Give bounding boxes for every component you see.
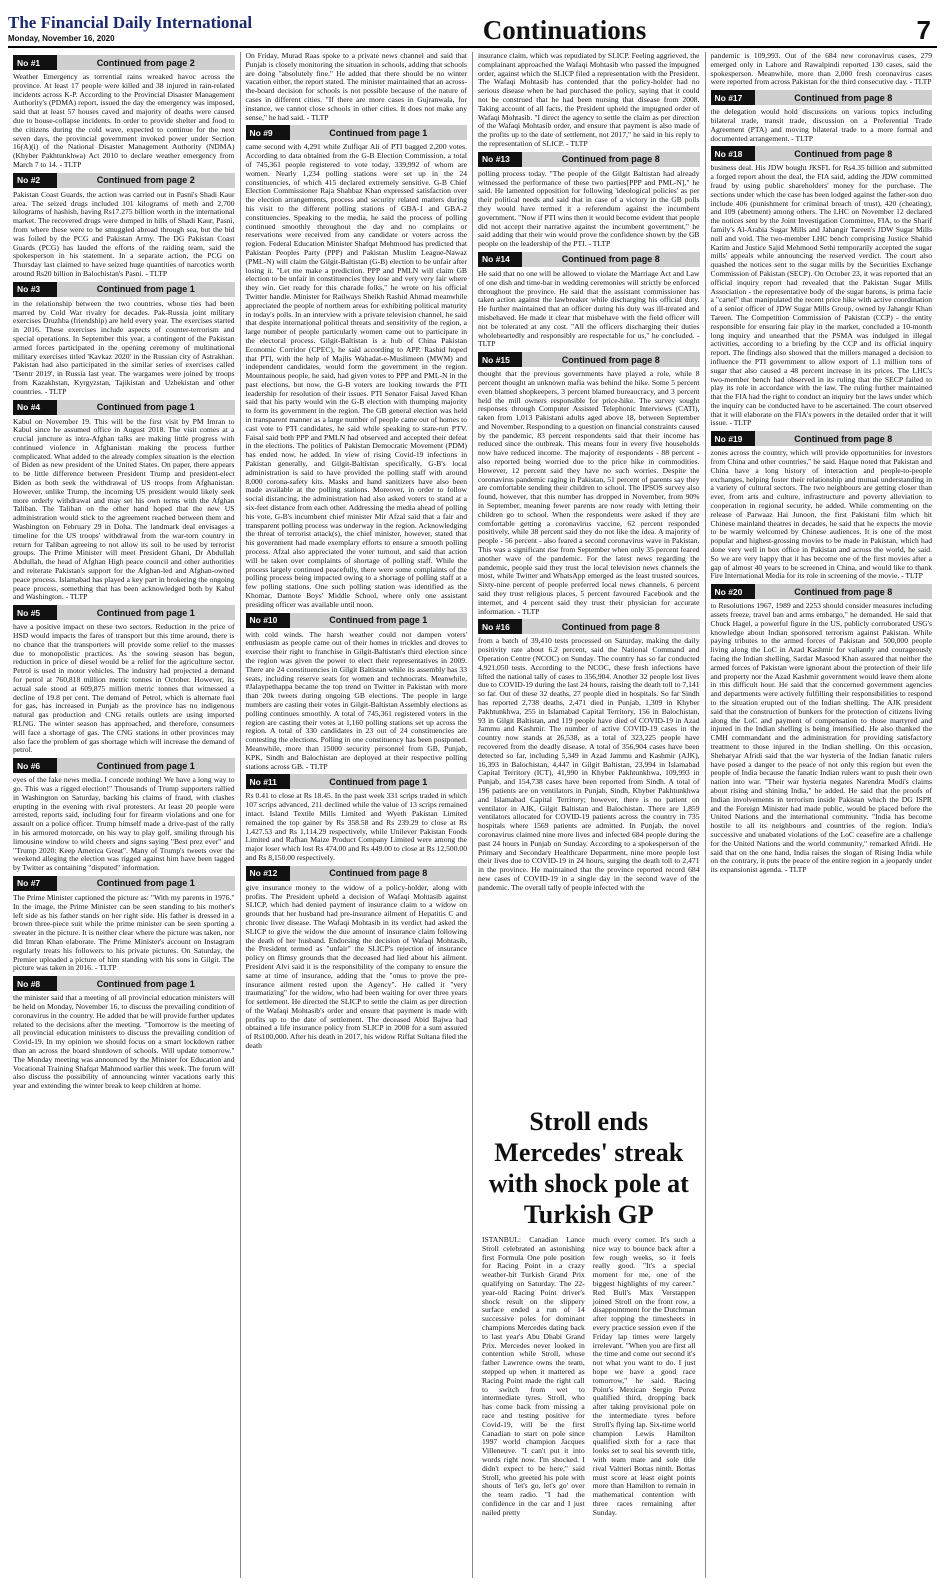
continuation-header xyxy=(711,90,933,105)
continuation-header xyxy=(13,55,235,70)
continuation-label xyxy=(57,282,235,297)
continued-from-text: Continued from page xyxy=(329,776,420,787)
continuation-number: No #10 xyxy=(246,613,290,628)
continued-from-text: Continued from page xyxy=(96,402,188,412)
continued-page-number: 8 xyxy=(654,354,660,365)
continuation-label xyxy=(755,431,933,446)
masthead xyxy=(8,0,937,48)
continuation-text: He said that no one will be allowed to violate the Marriage Act and Law of one dish and time-bar in wedding ceremonies will strictly be enforced throughout the province. He said that the assistant commissioner has taken action against the lawbreaker while discharging his official duty. He further maintained that an officer during his duty was ill-treated and misbehaved. He made it clear that misbehave with the field officer will not be tolerated at any cost. "All the officers discharging their duties wholeheartedly and responsibly are respectable for us," he concluded. - TLTP xyxy=(478,268,700,349)
continued-page-number: 8 xyxy=(654,254,660,265)
continuation-header xyxy=(478,252,700,267)
continuation-label xyxy=(290,125,468,140)
continuation-text: from a batch of 39,410 tests processed on Saturday, making the daily positivity rate about 6.2 percent, said the National Command and Operation Centre (NCOC) on Sunday. The country has so far conducted 4,921,050 tests. According to the NCOC, these fresh infections have lifted the national tally of cases to 356,904. Another 32 people lost lives due to COVID-19 during the last 24 hours, raising the death toll to 7,141 so far. Out of these 32 deaths, 27 people died in hospitals. So far Sindh has reported 2,738 deaths, 2,471 died in Punjab, 1,309 in Khyber Pakhtunkhwa, 255 in Islamabad Capital Territory, 156 in Balochistan, 93 in Gilgit Baltistan, and 119 people have died of COVID-19 in Azad Jammu and Kashmir. The number of active COVID-19 cases in the country now stands at 26,538, as a total of 323,225 people have recovered from the deadly disease. A total of 356,904 cases have been detected so far, including 5,349 in Azad Jammu and Kashmir (AJK), 16,393 in Balochistan, 4,447 in Gilgit Baltistan, 23,994 in Islamabad Capital Territory (ICT), 41,990 in Khyber Pakhtunkhwa, 109,993 in Punjab, and 154,738 cases have been reported from Sindh. A total of 196 patients are on ventilators in Punjab, Sindh, Khyber Pakhtunkhwa and Islamabad Capital Territory; however, there is no patient on ventilator in AJK, Gilgit Baltistan and Balochistan. There are 1,859 ventilators allocated for COVID-19 patients across the country in 735 hospitals where 1569 patients are admitted. In Punjab, the novel coronavirus claimed nine more lives and infected 684 people during the past 24 hours in Punjab on Sunday. According to a spokesperson of the Primary and Secondary Healthcare Department, nine more people lost their lives due to COVID-19 in 24 hours, surging the death toll to 2,471 in the province. He maintained that the province reported record 684 new cases of COVID-19 in a single day in the second wave of the pandemic. The overall tally of people infected with the xyxy=(478,636,700,892)
continuation-label xyxy=(290,613,468,628)
continued-from-text: Continued from page xyxy=(96,284,188,295)
continuation-header xyxy=(13,400,235,415)
columns xyxy=(8,52,937,1578)
continuation-label xyxy=(755,584,933,599)
continuation-label xyxy=(57,55,235,70)
feature-article xyxy=(478,1106,700,1521)
continuation-header xyxy=(246,125,468,140)
continuation-text: with cold winds. The harsh weather could not dampen voters' enthusiasm as people came out of their homes in trickles and droves to exercise their right to franchise in Gilgit-Baltistan's third election since the region was given the power to elect their representatives in 2009. There are 24 constituencies in Gilgit Baltistan while its assembly has 33 seats, including reserve seats for women and technocrats. Meanwhile, #Jalaypethappa became the top trend on Twitter in Pakistan with more than 20k tweets during ongoing GB elections. The people in large numbers are casting their votes in Gilgit-Baltistan Assembly elections as polling continues smoothly. A total of 745,361 registered voters in the region are casting their votes at 1,160 polling stations set up across the region. A total of 330 candidates in 23 out of 24 constituencies are contesting the elections. Polling in one constituency has been postponed. Meanwhile, more than 15000 security personnel from GB, Punjab, KPK, Sindh and Balochistan are deployed at their respective polling stations across GB. - TLTP xyxy=(245,629,467,771)
continuation-label xyxy=(522,252,700,267)
column-4 xyxy=(705,52,938,1578)
continuation-text: pandemic is 109,993. Out of the 684 new coronavirus cases, 279 emerged only in Lahore and Rawalpindi reported 130 cases, said the spokesperson. Meanwhile, more than 2,000 fresh coronavirus cases were reported from across Pakistan for the third consecutive day. - TLTP xyxy=(710,52,932,87)
feature-paragraph: ISTANBUL: Canadian Lance Stroll celebrated an astonishing first Formula One pole position for Racing Point in a crazy weather-hit Turkish Grand Prix qualifying on Saturday. The 22-year-old Racing Point driver's shock result on the slippery surface ended a run of 14 successive poles for dominant champions Mercedes dating back to last year's Abu Dhabi Grand Prix. Mercedes never looked in contention while Stroll, whose father Lawrence owns the team, stepped up when it mattered as Racing Point made the right call to switch from wet to intermediate tyres. Stroll, who has come back from missing a race and testing positive for Covid-19, will be the first Canadian to start on pole since 1997 world champion Jacques Villeneuve. "I can't put it into words right now. I'm shocked. I didn't expect to be here," said Stroll, who greeted his pole with shouts of 'let's go, let's go' over the team radio. "I had the confidence in the car and I just nailed pretty xyxy=(482,1235,585,1517)
continued-page-number: 2 xyxy=(189,175,195,186)
continuation-number: No #5 xyxy=(13,605,57,620)
continuation-text: came second with 4,291 while Zulfiqar Ali of PTI bagged 2,200 votes. According to data obtained from the G-B Election Commission, a total of 745,361 people registered to vote today, 339,992 of whom are women. Nearly 1,234 polling stations were set up in the 24 constituencies, of which 415 declared extremely sensitive. G-B Chief Election Commissioner Raja Shahbaz Khan expressed satisfaction over the election arrangements, process and security related matters during his visit to the different polling stations of GBA-1 and GBA-2 constituencies. Speaking to the media, he said the process of polling continued smoothly throughout the day and no complains or reservations were received from any candidate or voters across the region. Federal Education Minister Shafqat Mehmood has predicted that Pakistan Peoples Party (PPP) and Pakistan Muslim League-Nawaz (PML-N) will claim the Gilgit-Baltistan (G-B) election to be unfair after losing it. "Let me make a prediction. PPP and PMLN will claim GB election to be unfair in constituencies they lose and very very fair where they win. Get ready for this charade folks," he wrote on his official Twitter handle. Minister for Railways Sheikh Rashid Ahmad meanwhile appreciated the people of northern areas for exhibiting political maturity in today's polls. In an interview with a private television channel, he said that despite international political threats and sensitivity of the region, a large number of people particularly women came out to participate in the electoral process. Gilgit-Baltistan is a hub of China Pakistan Economic Corridor (CPEC), he said according to APP. Rashid hoped that PTI, with the help of Majlis Wahadat-e-Muslimeen (MWM) and independent candidates, would form the government in the region. Mountainous people, he said, had given votes to PPP and PML-N in the past elections, but now, the G-B voters are looking towards the PTI leadership for resolution of their issues. PTI Senator Faisal Javed Khan said that his party would win the G-B election with thumping majority to form its government in the region. The GB general election was held in transparent manner as a large number of people came out of homes to cast vote to PTI candidates, he said while speaking to state-run PTV. Faisal said both PPP and PMLN had observed and accepted their defeat in the elections. The politics of Pakistan Democratic Movement (PDM) has ended now, he added. In view of rising Covid-19 infections in Pakistan generally, and Gilgit-Baltistan specifically, G-B's local administration is said to have provided the polling staff with around 8,000 corona-safety kits. Masks and hand sanitizers have also been made available at the polling stations. Moreover, in order to follow social distancing, the administration had also asked voters to stand at a six-feet distance from each other. Addressing the media ahead of polling his vote, G-B's incumbent chief minister Mir Afzal said that a fair and transparent polling process was underway in the region. Acknowledging the threat of terrorist attack(s), the chief minister, however, stated that his government had made exemplary efforts to ensure a smooth polling process. Afzal also appreciated the voter turnout, and said that action will be taken over complaints of shortage of polling staff. While the process largely continued peacefully, there were some complaints of the polling process being impacted owing to a shortage of polling staff at a few polling stations. One such polling station was identified as the Khomar, Damote Boys' Middle School, where only one assistant presiding officer was available until noon. xyxy=(245,142,467,609)
continued-page-number: 8 xyxy=(422,868,428,879)
continuation-number: No #12 xyxy=(246,866,290,881)
continuation-header xyxy=(13,605,235,620)
continuation-number: No #2 xyxy=(13,173,57,188)
continuation-text: Kabul on November 19. This will be the first visit by PM Imran to Kabul since he assumed office in August 2018. The visit comes at a crucial juncture as intra-Afghan talks are making little progress with continued violence in Afghanistan making the process further complicated. What added to the already complex situation is the election of Biden as new president of the United States. On paper, there appears to be little difference between President Trump and president-elect Biden as both seek the withdrawal of US troops from Afghanistan. However, unlike Trump, the incoming US president would likely seek more orderly withdrawal and may set his own terms with the Afghan Taliban. The Taliban on the other hand hoped that the new US administration would stick to the agreement reached between them and Washington on February 29 in Doha. The landmark deal envisages a timeline for the US troops' withdrawal from the war-torn country in return for Taliban agreeing to not allow its soil to be used by terrorist groups. The Prime Minister will meet President Ghani, Dr Abdullah Abdullah, the head of Afghan High peace council and other authorities and reiterate Pakistan's support for the Afghan-led and Afghan-owned peace process. Islamabad has played a key part in brokering the ongoing peace process, something that has been acknowledged both by Kabul and Washington. - TLTP xyxy=(13,416,235,602)
continued-page-number: 1 xyxy=(189,978,195,989)
continuation-header xyxy=(478,619,700,634)
feature-headline: Stroll ends Mercedes' streak with shock pole at Turkish GP xyxy=(488,1107,689,1229)
continuation-number: No #1 xyxy=(13,55,57,70)
issue-date: Monday, November 16, 2020 xyxy=(8,34,115,43)
continued-from-text: Continued from page xyxy=(329,868,420,879)
continued-from-text: Continued from page xyxy=(329,127,420,138)
continued-page-number: 1 xyxy=(189,402,195,412)
continuation-label xyxy=(57,173,235,188)
continuation-header xyxy=(246,613,468,628)
continuation-label xyxy=(290,866,468,881)
continuation-header xyxy=(13,282,235,297)
continuation-header xyxy=(478,152,700,167)
continuation-text: in the relationship between the two countries, whose ties had been marred by Cold War rivalry for decades. Pak-Russia joint military exercises Druzhba (friendship) are held every year. The exercises started in 2016. These exercises include aspects of counter-terrorism and special operations. In September this year, a contingent of the Pakistan armed forces participated in the opening ceremony of multinational military exercises titled 'Kavkaz 2020' in the Russian city of Astrakhan. Pakistan had also participated in the similar series of exercises called 'Tsentr 2019', in Russia last year. The wargames were joined by troops from Kazakhstan, Kyrgyzstan, Tajikistan and Uzbekistan and other countries. - TLTP xyxy=(13,298,235,396)
continuation-text: thought that the previous governments have played a role, while 8 percent thought an unknown mafia was behind the hike. Some 5 percent even blamed shopkeepers, 3 percent blamed bureaucracy, and 3 percent held the mill owners responsible for price-hike. The survey sought responses through Computer Assisted Telephonic Interviews (CATI), taken from 1,013 Pakistani adults aged above 18, between September and November. Responding to a question on financial constraints caused by the pandemic, 83 percent respondents said that their income has reduced since the outbreak. This means four in every five households now have reduced income. The majority of respondents - 88 percent - also reported being worried due to the price hike in commodities. However, 12 percent said they have no such worries. Despite the coronavirus pandemic raging in Pakistan, 51 percent of parents say they are comfortable sending their children to school. The IPSOS survey also found, however, that this number has dropped in November, from 90% in September, meaning fewer parents are now ready with letting their children go to school. When the respondents were asked if they are comfortable getting a coronavirus vaccine, 62 percent responded positively, while 38 percent said they do not like the idea. A majority of people - 56 percent - also feared a second coronavirus wave in Pakistan. This was a significant rise from September when only 35 percent feared another wave of the pandemic. For the latest news regarding the pandemic, people said they trust the local television news channels the most, while Twitter and WhatsApp emerged as the least trusted sources. Sixty-nine percent of people preferred local news channels, 6 percent said they trust religious places, 5 percent favoured Facebook and the internet, and 4 percent said they trust their physician for accurate information. - TLTP xyxy=(478,369,700,616)
continued-page-number: 1 xyxy=(422,127,428,138)
continuation-number: No #9 xyxy=(246,125,290,140)
continued-from-text: Continued from page xyxy=(561,621,653,632)
continuation-header xyxy=(13,876,235,891)
continuation-number: No #20 xyxy=(711,584,755,599)
column-2 xyxy=(240,52,473,1578)
continuation-number: No #15 xyxy=(478,352,522,367)
continuation-text: Pakistan Coast Guards, the action was carried out in Pasni's Shadi Kaur area. The seized drugs included 101 kilograms of meth and 2,700 kilograms of hashish, having Rs17.275 billion worth in the international market. The recovered drugs were dumped in hills of Shadi Kaur, Pasni, from where these were to be smuggled abroad through sea, but the bid was foiled by the PCG and Pakistan Army. The DG Pakistan Coast Guards (PCG) has lauded the efforts of the raiding team, said the spokesperson in his statement. In a separate action, the PCG on Thursday last claimed to have seized huge quantities of narcotics worth around Rs20 billion in Balochistan's Pasni. - TLTP xyxy=(13,189,235,278)
continuation-label xyxy=(755,146,933,161)
continued-page-number: 8 xyxy=(887,433,893,444)
continued-from-text: Continued from page xyxy=(329,615,420,626)
continuation-header xyxy=(13,758,235,773)
continued-page-number: 8 xyxy=(887,92,893,103)
column-3-body xyxy=(478,52,700,1102)
continuation-number: No #7 xyxy=(13,876,57,891)
continuation-text: give insurance money to the widow of a policy-holder, along with profits. The President upheld a decision of Wafaqi Mohtasib against SLICP, which had denied payment of insurance claim to a widow on grounds that her husband had pre-insurance ailment of Hepatitis C and chronic liver disease. The Wafaqi Mohtasib in its verdict had asked the SLICP to give the widow the due amount of insurance claim following the death of her husband. Endorsing the decision of Wafaqi Mohtasib, the President termed as "unfair" the SLICP's rejection of insurance policy on flimsy grounds that the deceased had lied about his ailment. President Alvi said it is the responsibility of the company to ensure the same at time of insurance, adding that the "onus to prove the pre-insurance ailment rested upon the Agency". He called it "very traumatizing" for the widow, who had been waiting for over three years for settlement. He directed the SLICP to settle the claim as per direction of the Wafaqi Mohtasib's order and ensure that payment is made with profits up to the date of settlement. The deceased Abid Bajwa had obtained a life insurance policy from SLICP in 2008 for a sum assured of Rs100,000. After his death in 2017, his widow Riffat Sultana filed the death xyxy=(245,882,467,1051)
continuation-header xyxy=(13,173,235,188)
continued-from-text: Continued from page xyxy=(794,433,885,444)
continuation-label xyxy=(522,152,700,167)
continued-from-text: Continued from page xyxy=(96,175,188,186)
continuation-number: No #19 xyxy=(711,431,755,446)
continuation-text: insurance claim, which was repudiated by SLICP. Feeling aggrieved, the complainant approached the Wafaqi Mohtasib who passed the impugned order, against which the SLICP filed a representation with the President. The Wafaqi Mohtasib has contended that the policy-holder had no serious disease when he had purchased the policy, saying that it could not be construed that he had been nursing that disease from 2008. Taking account of all facts, the President upheld the impugned order of Wafaqi Mohtasib. "I direct the agency to settle the claim as per direction of the Wafaqi Mohtasib order, and ensure that payment is also made of the profits up to the date of settlement, not 2017," he said in his reply to the representation of SLICP. - TLTP xyxy=(478,52,700,148)
continued-page-number: 8 xyxy=(887,586,893,597)
continuation-header xyxy=(711,146,933,161)
continued-from-text: Continued from page xyxy=(561,154,653,165)
continuation-number: No #13 xyxy=(478,152,522,167)
continued-page-number: 1 xyxy=(189,760,195,771)
continued-from-text: Continued from page xyxy=(794,148,885,159)
continued-from-text: Continued from page xyxy=(794,586,885,597)
continuation-number: No #16 xyxy=(478,619,522,634)
masthead-left xyxy=(8,13,253,46)
page-number: 7 xyxy=(916,15,931,45)
continuation-text: the delegation would hold discussions on various topics including bilateral trade, transit trade, discussion on a Preferential Trade Agreement (PTA) and moving bilateral trade to a more formal and documented arrangement. - TLTP xyxy=(710,107,932,143)
continuation-number: No #8 xyxy=(13,976,57,991)
continued-from-text: Continued from page xyxy=(561,354,653,365)
continued-from-text: Continued from page xyxy=(794,92,885,103)
continuation-header xyxy=(478,352,700,367)
continuation-text: Rs 0.41 to close at Rs 18.45. In the past week 331 scrips traded in which 107 scrips advanced, 211 declined while the value of 13 scrips remained intact. Island Textile Mills Limited and Wyeth Pakistan Limited remained the top gainer by Rs 358.58 and Rs 239.29 to close at Rs 1,427.53 and Rs 1,114.29 respectively, while Unilever Pakistan Foods Limited and Rafhan Maize Product Company Limited were among the major loser which lost Rs 474.00 and Rs 449.00 to close at Rs 12,500.00 and Rs 8,150.00 respectively. xyxy=(245,791,467,862)
continuation-number: No #6 xyxy=(13,758,57,773)
continued-page-number: 1 xyxy=(189,878,195,889)
continuation-text: business deal. His JDW bought JKSFL for Rs4.35 billion and submitted a forged report about the deal, the FIA said, adding the JDW committed fraud by using public shareholders' money for the purchase. The sections under which the case has been lodged against the father-son duo include 406 (punishment for criminal breach of trust), 420 (cheating), and 109 (abetment) among others. The LHC on November 12 declared the notices sent by the Joint Investigation Committee, FIA, to the Sharif family's Al-Arabia Sugar Mills and Jahangir Tareen's JDW Sugar Mills null and void. The two-member LHC bench comprising Justice Shahid Karim and Justice Sajid Mehmood Sethi temporarily accepted the sugar mills' appeals while announcing the reserved verdict. The court also quashed the notices sent to the sugar mills by the Securities Exchange Commission of Pakistan (SECP). On October 23, it was reported that an official inquiry report had revealed that the Pakistan Sugar Mills Association - the representative body of the sugar barons, is prima facie a "cartel" that manipulated the recent price hike with active coordination of a senior officer of JDW Sugar Mills Group, owned by Jahangir Khan Tareen. The Competition Commission of Pakistan (CCP) - the entity responsible for ensuring fair play in the market, concluded a 10-month long inquiry and unearthed that the PSMA was indulged in illegal activities, according to a briefing by the CCP and its official inquiry report. The findings also showed that the millers managed a decision to influence the PTI government to allow export of 1.1 million tons of sugar that also caused a 48 percent increase in its prices. The LHC's two-member bench had observed in its ruling that the SECP failed to play its role in accordance with the law. The ruling further maintained that the FIA had the right to conduct an inquiry but the laws under which the inquiry can be conducted have to be ascertained. The court observed that it will elaborate on the FIA's powers in the detailed order that it will issue. - TLTP xyxy=(710,163,932,428)
continuation-text: eyes of the fake news media. I concede nothing! We have a long way to go. This was a rigged election!" Thousands of Trump supporters rallied in Washington on Saturday, backing his claims of fraud, with clashes erupting in the evening with rival protesters. At least 20 people were arrested, reports said, including four for firearm violations and one for assault on a police officer. Trump himself made a drive-past of the rally in his armored motorcade, on his way to play golf, smiling through his limousine window to wild cheers and signs saying "Best prez ever" and "Trump 2020: Keep America Great". Many of Trump's tweets over the weekend alleging the election was rigged against him have been tagged by Twitter as containing "disputed" information. xyxy=(13,775,235,873)
continuation-text: the minister said that a meeting of all provincial education ministers will be held on Monday, November 16, to discuss the prevailing condition of coronavirus in the country. He added that he will provide further updates related to the decisions after the meeting. "Tomorrow is the meeting of all provincial education ministers to discuss the prevailing condition of Covid-19. In my opinion we should focus on a smart lockdown rather than an across the board shutdown of schools. Will update tomorrow." The Monday meeting was announced by the Minister for Education and Vocational Training Shafqat Mahmood earlier this week. The forum will also discuss the possibility of announcing winter vacations early this year and extending the winter break to keep children at home. xyxy=(13,993,235,1091)
continuation-text: to Resolutions 1967, 1989 and 2253 should consider measures including assets freeze, travel ban and arms embargo," he demanded. He said that Chuck Hagel, a powerful figure in the US, publicly corroborated USG's knowledge about Indian sponsored terrorism against Pakistan. While paying tributes to the armed forces of Pakistan and 500,000 people living along the LoC in Azad Kashmir for valiantly and courageously facing the Indian shelling, Sardar Masood Khan assured that neither the armed forces of Pakistan were ignorant about the protection of their life and property nor the Azad Kashmir government would leave them alone in this difficult hour. He said that the concerned government agencies and departments were actively fulfilling their responsibilities to respond to the situation erupted out of the Indian shelling. The AJK president said that the construction of bunkers for the protection of citizens living along the LoC and payment of compensation to those martyred and injured in the Indian shelling is being intensified. He also thanked the CMH commandant and the administration for providing satisfactory treatment to those injured in the Indian shelling. On this occasion, Sheharyar Afridi said that the war hysteria of the Indian fanatic rulers have posed a danger to the peace of not only this region but even the people of India because the fanatic Indian rulers want to push their own nation into war. "Their war hysteria negates Narendra Modi's claims about rising and shining India," he added. He said that the proofs of Indian involvements in terrorism inside Pakistan which the DG ISPR and the Foreign Minister had made public, would be placed before the United Nations and the international community. "India has become hostile to all its neighbours and countries of the region. India's successive and unabated violations of the LoC ceasefire are a challenge for the United Nations and the world community," remarked Afridi. He said that on the one hand, India raises the slogan of Rising India while on the contrary, it puts the peace of the entire region in a jeopardy under its expansionist agenda. - TLTP xyxy=(710,601,932,875)
continuation-label xyxy=(57,605,235,620)
continued-page-number: 1 xyxy=(189,284,195,295)
continuation-header xyxy=(711,584,933,599)
paper-name: The Financial Daily International xyxy=(8,13,253,32)
continuation-label xyxy=(522,352,700,367)
continued-from-text: Continued from page xyxy=(96,607,188,618)
continued-page-number: 1 xyxy=(422,615,428,626)
continued-from-text: Continued from page xyxy=(96,760,188,771)
continuation-text: zones across the country, which will provide opportunities for investors from China and other countries," he said. Haque noted that Pakistan and China have a long history of interaction and people-to-people exchanges, helping foster their relationship and mutual understanding in a variety of cultural sectors. The two neighbours are getting closer than ever, from arts and culture, infrastructure and poverty alleviation to cooperation in regional security, he added. While commenting on the release of Parwaaz Hai Junoon, the first Pakistani film which hit Chinese mainland theatres in decades, he said that he expects the movie to be warmly welcomed by Chinese audiences. It is one of the most popular and highest-grossing movies to be made in Pakistan, which had done very well in box office in Pakistan and across the world, he said. So we are very happy that it has become one of the first movies after a gap of almost 40 years to be screened in China, and would like to thank Fire International Media for its role in screening of the movie. - TLTP xyxy=(710,448,932,581)
continuation-number: No #14 xyxy=(478,252,522,267)
continuation-number: No #4 xyxy=(13,400,57,415)
continuation-label xyxy=(290,774,468,789)
continued-page-number: 2 xyxy=(189,57,195,68)
continuation-label xyxy=(57,976,235,991)
continuation-header xyxy=(246,774,468,789)
continuation-text: polling process today. "The people of the Gilgit Baltistan had already witnessed the performance of these two parties[PPP and PML-N]," he said. He lamented opposition for following 'ideological policies' as per their political needs and said that in case of a victory in the GB polls they would have termed it a referendum against the incumbent government. "Now if PTI wins then it would become evident that people did not accept their narrative against the incumbent government," he said adding that their win would prove the confidence shown by the GB people on the leadership of the PTI. - TLTP xyxy=(478,168,700,249)
continuation-label xyxy=(57,400,235,415)
continued-page-number: 8 xyxy=(654,154,660,165)
continuation-header xyxy=(711,431,933,446)
continued-from-text: Continued from page xyxy=(96,978,188,989)
continuation-label xyxy=(522,619,700,634)
continuation-number: No #18 xyxy=(711,146,755,161)
column-3 xyxy=(472,52,705,1578)
continuation-header xyxy=(246,866,468,881)
continuation-text: The Prime Minister captioned the picture as: "With my parents in 1976." In the image, the Prime Minister can be seen standing to his mother's left side as his father stands on her right side. His father is dressed in a brown three-piece suit while the prime minister can be seen sporting a sweater in the picture. It is neither clear where the picture was taken, nor did Imran Khan elaborate. The Prime Minister's account on Instagram regularly treats his followers to his private pictures. On Saturday, the Premier uploaded a picture of him standing with his sons in Gilgit. The picture was taken in 2016. - TLTP xyxy=(13,892,235,973)
continuation-text: On Friday, Murad Raas spoke to a private news channel and said that Punjab is closely monitoring the situation in schools, adding that schools are doing "absolutely fine." He added that there should be no winter vacation either, the report stated. The minister maintained that an across-the-board decision for schools is not possible because of the nature of cases in different cities. "If there are more cases in Gujranwala, for instance, we cannot close schools in other cities. It does not make any sense," he had said. - TLTP xyxy=(245,52,467,122)
continuation-header xyxy=(13,976,235,991)
continued-from-text: Continued from page xyxy=(96,878,188,889)
continuation-number: No #11 xyxy=(246,774,290,789)
continued-page-number: 1 xyxy=(422,776,428,787)
continuation-label xyxy=(57,876,235,891)
continuation-text: have a positive impact on these two sectors. Reduction in the price of HSD would impacts the fares of transport but this time around, there is no chance that the transporters will provide some relief to the masses due to monopolistic practices. As the sowing season has begun, reduction in price of diesel would be a relief for the agriculture sector. Petrol is used in motor vehicles. The industry had projected a demand for petrol at 760,818 million metric tonnes in October. However, its actual sale stood at 609,875 million metric tonnes that witnessed a decline of 19.8 per cent. The demand of Petrol, which is alternate fuel for gas, has increased in Punjab as the province has no indigenous natural gas production and CNG retails outlets are using imported RLNG. The winter season has approached, and therefore, consumers will face a shortage of gas. The CNG stations in other provinces may also face the problem of gas shortage which will increase the demand of petrol. xyxy=(13,622,235,755)
continuation-label xyxy=(57,758,235,773)
continuation-text: Weather Emergency as torrential rains wreaked havoc across the province. At least 17 people were killed and 38 injured in rain-related incidents across K-P. According to the Provincial Disaster Management Authority's (PDMA) report, issued the day the emergency was imposed, said that at least 57 houses caved and majority of deaths were caused due to house-collapse incidents. In order to provide shelter and food to the citizens during the cold wave, expected to continue for the next seven days, the provincial government invoked power under Section 16(A)(i) of the National Disaster Management Authority (NDMA) (Khyber Pakhtunkhwa) Act 2010 to declare weather emergency from March 7 to 14. - TLTP xyxy=(13,72,235,169)
continued-from-text: Continued from page xyxy=(96,57,188,68)
section-title: Continuations xyxy=(482,15,647,45)
continuation-number: No #3 xyxy=(13,282,57,297)
feature-body xyxy=(478,1236,700,1521)
continued-page-number: 1 xyxy=(189,607,195,618)
feature-paragraph: much every corner. It's such a nice way to bounce back after a few rough weeks, so it feels really good. "It's a special moment for me, one of the biggest highlights of my career." Red Bull's Max Verstappen joined Stroll on the front row, a disappointment for the Dutchman after topping the timesheets in every practice session even if the Friday lap times were largely irrelevant. "When you are first all the time and come out second it's not what you want to do. I just hope we have a good race tomorrow," he said. Racing Point's Mexican Sergio Perez qualified third, dropping back after taking provisional pole on the intermediate tyres before Stroll's flying lap. Six-time world champion Lewis Hamilton qualified sixth for a race that looks set to seal his seventh title, with team mate and sole title rival Valtteri Bottas ninth. Bottas must score at least eight points more than Hamilton to remain in mathematical contention with three races remaining after Sunday. xyxy=(592,1235,696,1517)
continued-from-text: Continued from page xyxy=(561,254,653,265)
column-1 xyxy=(8,52,240,1578)
continued-page-number: 8 xyxy=(887,148,893,159)
continuation-label xyxy=(755,90,933,105)
continuation-number: No #17 xyxy=(711,90,755,105)
continued-page-number: 8 xyxy=(654,621,660,632)
